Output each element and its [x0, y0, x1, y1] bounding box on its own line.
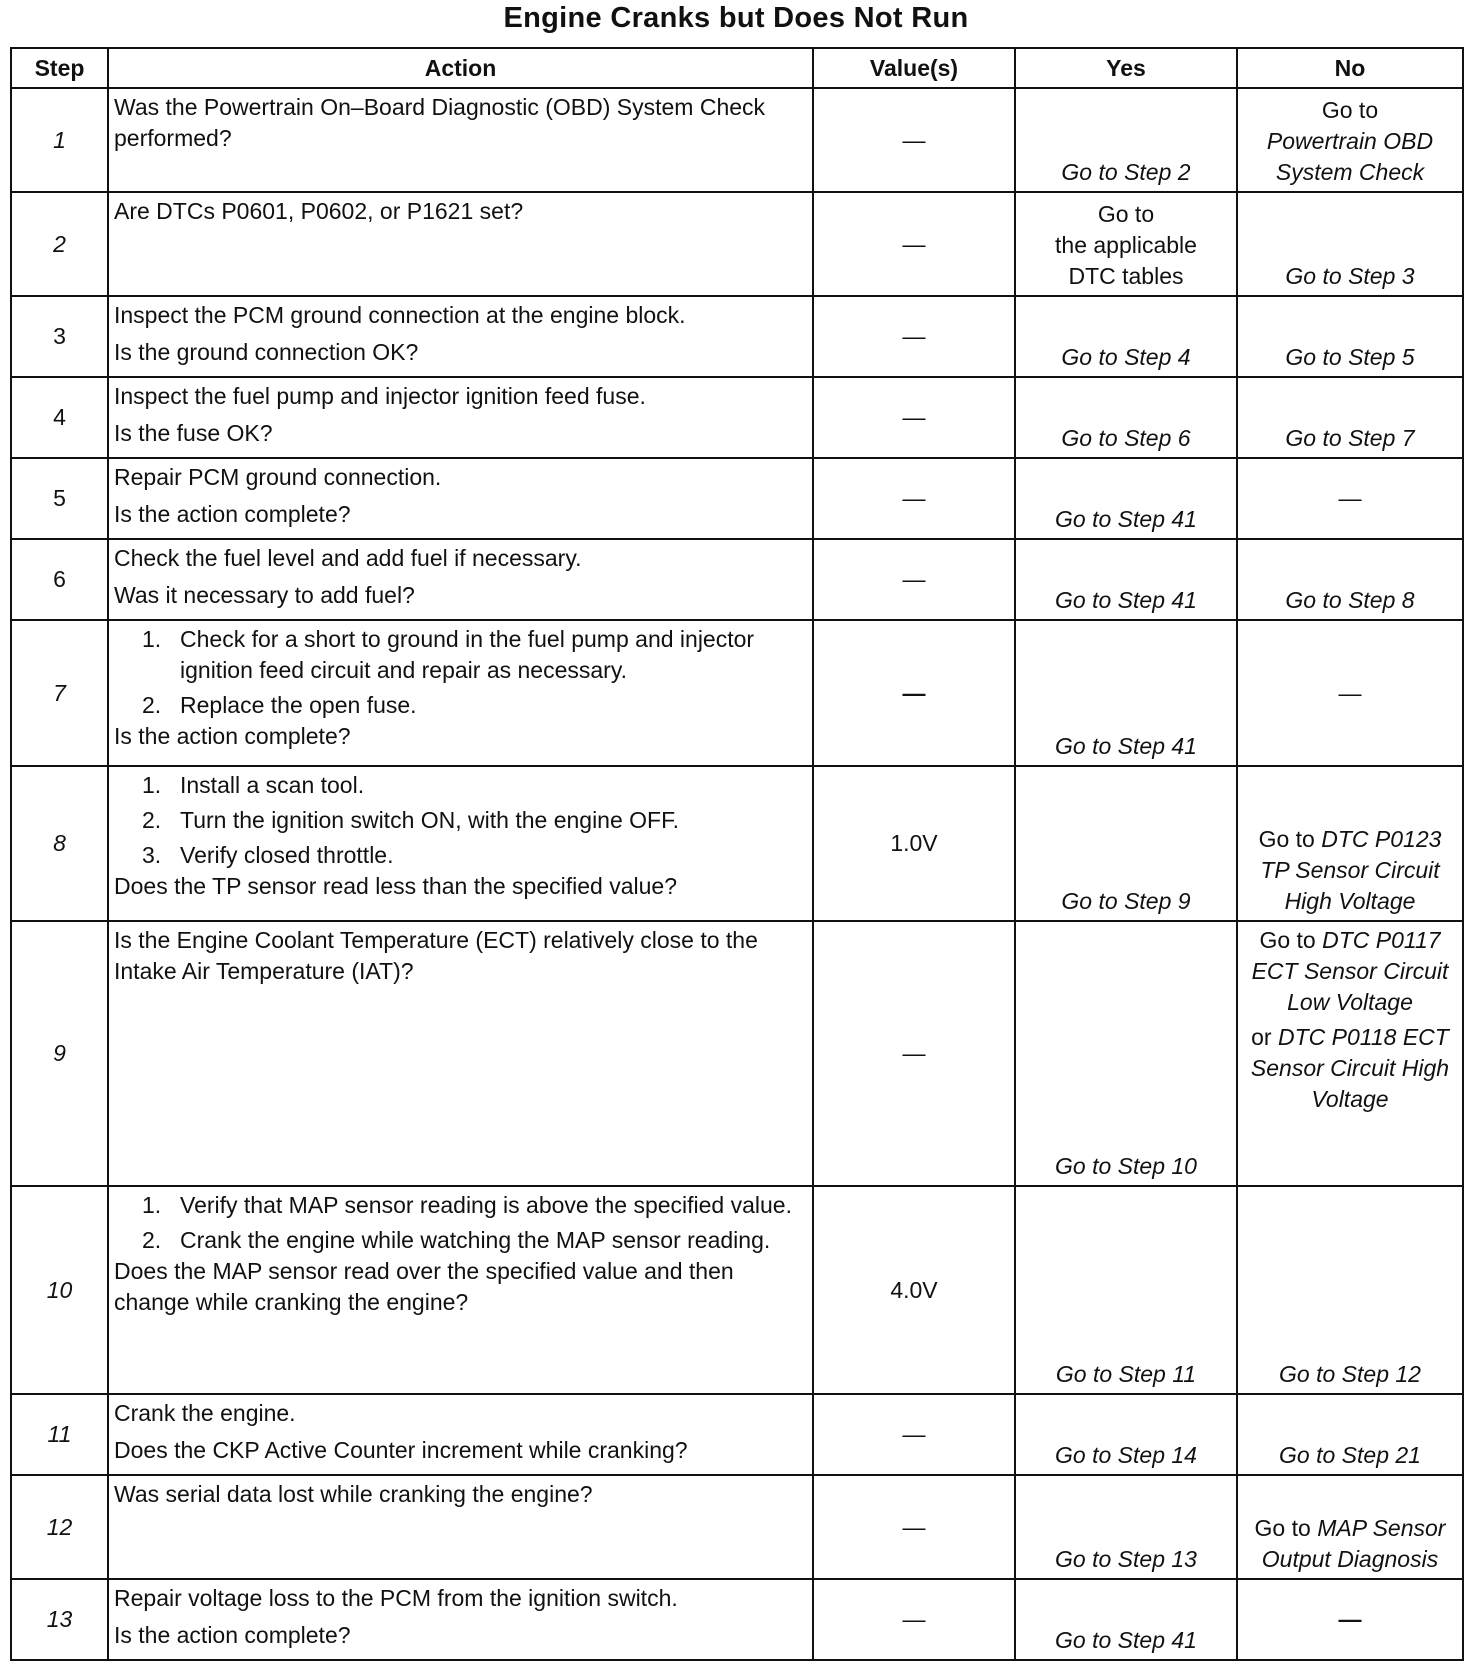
step-number: 4	[11, 377, 108, 458]
no-reference-text: DTC P0123 TP Sensor Circuit High Voltage	[1260, 826, 1442, 914]
yes-cell	[1015, 766, 1237, 921]
action-cell	[108, 1579, 813, 1660]
action-cell	[108, 921, 813, 1186]
yes-cell	[1015, 1186, 1237, 1394]
action-question: Is the Engine Coolant Temperature (ECT) relatively close to the Intake Air Temperature (IAT)?	[114, 927, 758, 984]
action-text: Repair voltage loss to the PCM from the ignition switch.	[114, 1585, 678, 1611]
yes-cell	[1015, 1394, 1237, 1475]
yes-link: Go to Step 2	[1061, 159, 1191, 185]
list-item-number: 2.	[142, 807, 162, 833]
diagnostic-table	[10, 47, 1464, 1661]
action-cell	[108, 620, 813, 766]
table-row-step-9	[11, 921, 1463, 1186]
header-no: No	[1237, 48, 1463, 88]
action-list	[114, 624, 807, 721]
table-row-step-5	[11, 458, 1463, 539]
list-item-number: 1.	[142, 1192, 162, 1218]
no-link: Go to Step 3	[1285, 263, 1415, 289]
list-item-text: Crank the engine while watching the MAP sensor reading.	[180, 1227, 771, 1253]
action-question: Was serial data lost while cranking the engine?	[114, 1481, 593, 1507]
step-number: 13	[11, 1579, 108, 1660]
no-prefix: Go to	[1321, 97, 1379, 123]
list-item-text: Check for a short to ground in the fuel pump and injector ignition feed circuit and repair as necessary.	[180, 626, 755, 683]
step-number: 12	[11, 1475, 108, 1579]
no-reference: Powertrain OBD System Check	[1266, 128, 1434, 185]
action-question: Is the action complete?	[114, 501, 351, 527]
step-number: 8	[11, 766, 108, 921]
list-item	[114, 1225, 807, 1256]
yes-line-2: the applicable	[1055, 232, 1197, 258]
no-cell	[1237, 88, 1463, 192]
no-prefix: Go to	[1258, 826, 1315, 852]
table-row-step-6	[11, 539, 1463, 620]
yes-link: Go to Step 41	[1055, 733, 1197, 759]
value-cell: —	[813, 539, 1015, 620]
no-link: Go to Step 8	[1285, 587, 1415, 613]
action-cell	[108, 88, 813, 192]
no-cell	[1237, 766, 1463, 921]
no-prefix: Go to	[1259, 927, 1316, 953]
list-item	[114, 840, 807, 871]
action-question: Is the action complete?	[114, 1622, 351, 1648]
no-link: Go to Step 5	[1285, 344, 1415, 370]
list-item-number: 2.	[142, 1227, 162, 1253]
yes-cell	[1015, 296, 1237, 377]
yes-link: Go to Step 10	[1055, 1153, 1197, 1179]
table-row-step-10	[11, 1186, 1463, 1394]
yes-cell	[1015, 921, 1237, 1186]
no-reference-1	[1242, 925, 1458, 1018]
no-link: Go to Step 21	[1279, 1442, 1421, 1468]
list-item	[114, 770, 807, 801]
value-cell: —	[813, 921, 1015, 1186]
no-reference-text: DTC P0118 ECT Sensor Circuit High Voltage	[1250, 1024, 1450, 1112]
table-row-step-7	[11, 620, 1463, 766]
table-row-step-13	[11, 1579, 1463, 1660]
no-cell	[1237, 539, 1463, 620]
no-cell: —	[1237, 1579, 1463, 1660]
table-row-step-1	[11, 88, 1463, 192]
yes-cell	[1015, 1579, 1237, 1660]
list-item-text: Turn the ignition switch ON, with the engine OFF.	[180, 807, 679, 833]
step-number: 11	[11, 1394, 108, 1475]
no-reference-text: DTC P0117 ECT Sensor Circuit Low Voltage	[1251, 927, 1449, 1015]
no-link: Go to Step 12	[1279, 1361, 1421, 1387]
no-prefix: or	[1251, 1024, 1272, 1050]
action-question: Was the Powertrain On–Board Diagnostic (OBD) System Check performed?	[114, 94, 766, 151]
list-item-number: 1.	[142, 626, 162, 652]
list-item-text: Replace the open fuse.	[180, 692, 417, 718]
table-row-step-4	[11, 377, 1463, 458]
list-item-text: Verify closed throttle.	[180, 842, 394, 868]
value-cell: —	[813, 88, 1015, 192]
step-number: 3	[11, 296, 108, 377]
list-item	[114, 805, 807, 836]
step-number: 1	[11, 88, 108, 192]
yes-cell	[1015, 192, 1237, 296]
no-prefix: Go to	[1254, 1515, 1311, 1541]
value-cell: 1.0V	[813, 766, 1015, 921]
action-question: Is the ground connection OK?	[114, 339, 419, 365]
yes-link: Go to Step 14	[1055, 1442, 1197, 1468]
yes-cell	[1015, 88, 1237, 192]
no-cell	[1237, 192, 1463, 296]
yes-line-3: DTC tables	[1068, 263, 1184, 289]
page-title: Engine Cranks but Does Not Run	[503, 2, 969, 34]
action-question: Does the MAP sensor read over the specified value and then change while cranking the engine?	[114, 1258, 734, 1315]
table-row-step-11	[11, 1394, 1463, 1475]
action-question: Does the TP sensor read less than the specified value?	[114, 873, 677, 899]
no-cell	[1237, 296, 1463, 377]
yes-link: Go to Step 9	[1061, 888, 1191, 914]
header-row	[11, 48, 1463, 88]
action-text: Check the fuel level and add fuel if necessary.	[114, 545, 582, 571]
action-cell	[108, 1475, 813, 1579]
no-cell: —	[1237, 620, 1463, 766]
yes-link: Go to Step 4	[1061, 344, 1191, 370]
no-cell: —	[1237, 458, 1463, 539]
list-item	[114, 690, 807, 721]
step-number: 5	[11, 458, 108, 539]
yes-cell	[1015, 377, 1237, 458]
table-row-step-12	[11, 1475, 1463, 1579]
no-cell	[1237, 1394, 1463, 1475]
no-reference	[1242, 824, 1458, 917]
action-question: Is the fuse OK?	[114, 420, 273, 446]
yes-link: Go to Step 41	[1055, 1627, 1197, 1653]
value-cell: —	[813, 620, 1015, 766]
step-number: 9	[11, 921, 108, 1186]
no-cell	[1237, 377, 1463, 458]
action-cell	[108, 458, 813, 539]
yes-link: Go to Step 41	[1055, 506, 1197, 532]
yes-line-1: Go to	[1097, 201, 1155, 227]
action-question: Is the action complete?	[114, 723, 351, 749]
action-text: Repair PCM ground connection.	[114, 464, 442, 490]
action-question: Was it necessary to add fuel?	[114, 582, 415, 608]
action-text: Inspect the fuel pump and injector ignition feed fuse.	[114, 383, 646, 409]
yes-cell	[1015, 1475, 1237, 1579]
header-action: Action	[108, 48, 813, 88]
action-text: Crank the engine.	[114, 1400, 296, 1426]
action-cell	[108, 766, 813, 921]
no-cell	[1237, 1186, 1463, 1394]
no-link: Go to Step 7	[1285, 425, 1415, 451]
action-list	[114, 1190, 807, 1256]
header-values: Value(s)	[813, 48, 1015, 88]
value-cell: —	[813, 377, 1015, 458]
list-item-text: Verify that MAP sensor reading is above the specified value.	[180, 1192, 792, 1218]
action-list	[114, 770, 807, 871]
table-row-step-3	[11, 296, 1463, 377]
value-cell: 4.0V	[813, 1186, 1015, 1394]
yes-link: Go to Step 6	[1061, 425, 1191, 451]
value-cell: —	[813, 1475, 1015, 1579]
yes-link: Go to Step 13	[1055, 1546, 1197, 1572]
action-cell	[108, 1394, 813, 1475]
action-cell	[108, 1186, 813, 1394]
no-reference	[1242, 1513, 1458, 1575]
step-number: 10	[11, 1186, 108, 1394]
action-question: Does the CKP Active Counter increment while cranking?	[114, 1437, 688, 1463]
step-number: 7	[11, 620, 108, 766]
value-cell: —	[813, 192, 1015, 296]
table-row-step-2	[11, 192, 1463, 296]
list-item	[114, 1190, 807, 1221]
yes-cell	[1015, 620, 1237, 766]
yes-cell	[1015, 458, 1237, 539]
no-cell	[1237, 921, 1463, 1186]
no-reference-2	[1242, 1022, 1458, 1115]
table-row-step-8	[11, 766, 1463, 921]
header-step: Step	[11, 48, 108, 88]
action-question: Are DTCs P0601, P0602, or P1621 set?	[114, 198, 524, 224]
list-item-number: 3.	[142, 842, 162, 868]
yes-link: Go to Step 41	[1055, 587, 1197, 613]
value-cell: —	[813, 1394, 1015, 1475]
list-item	[114, 624, 807, 686]
header-yes: Yes	[1015, 48, 1237, 88]
value-cell: —	[813, 458, 1015, 539]
list-item-number: 2.	[142, 692, 162, 718]
action-text: Inspect the PCM ground connection at the engine block.	[114, 302, 686, 328]
value-cell: —	[813, 1579, 1015, 1660]
action-cell	[108, 192, 813, 296]
list-item-number: 1.	[142, 772, 162, 798]
list-item-text: Install a scan tool.	[180, 772, 365, 798]
value-cell: —	[813, 296, 1015, 377]
action-cell	[108, 377, 813, 458]
no-reference-text: MAP Sensor Output Diagnosis	[1261, 1515, 1446, 1572]
yes-link: Go to Step 11	[1055, 1361, 1197, 1387]
yes-cell	[1015, 539, 1237, 620]
step-number: 2	[11, 192, 108, 296]
action-cell	[108, 539, 813, 620]
action-cell	[108, 296, 813, 377]
no-cell	[1237, 1475, 1463, 1579]
step-number: 6	[11, 539, 108, 620]
